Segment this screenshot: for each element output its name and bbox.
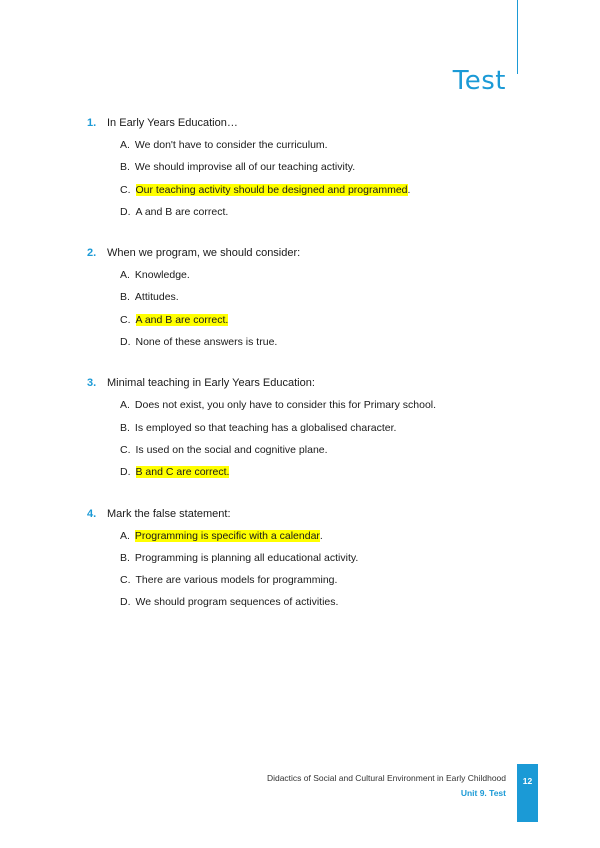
answer-option bbox=[120, 269, 527, 291]
option-text: Is used on the social and cognitive plane. bbox=[135, 443, 328, 456]
option-text: We should improvise all of our teaching activity. bbox=[134, 161, 356, 174]
option-letter: A. bbox=[120, 139, 130, 151]
option-letter: C. bbox=[120, 183, 131, 196]
footer-course-title: Didactics of Social and Cultural Environment in Early Childhood bbox=[266, 773, 506, 783]
question-header bbox=[87, 508, 527, 530]
option-text: None of these answers is true. bbox=[135, 336, 278, 349]
header-rule bbox=[517, 0, 518, 74]
question-header bbox=[87, 377, 527, 399]
option-letter: B. bbox=[120, 421, 130, 434]
option-text: There are various models for programming. bbox=[135, 574, 338, 587]
question-number: 4. bbox=[87, 507, 97, 520]
highlighted-answer: Programming is specific with a calendar bbox=[134, 529, 320, 542]
answer-option bbox=[120, 184, 527, 206]
question-4 bbox=[87, 508, 527, 619]
question-1 bbox=[87, 117, 527, 228]
answer-option bbox=[120, 422, 527, 444]
option-text: We should program sequences of activities. bbox=[135, 596, 339, 609]
page-number-badge bbox=[517, 764, 538, 822]
option-letter: B. bbox=[120, 291, 130, 304]
question-text: Mark the false statement: bbox=[107, 507, 231, 520]
footer-unit-label: Unit 9. Test bbox=[460, 788, 506, 798]
answer-option bbox=[120, 530, 527, 552]
option-letter: A. bbox=[120, 269, 130, 282]
answer-option bbox=[120, 336, 527, 358]
option-text: Is employed so that teaching has a globalised character. bbox=[134, 421, 397, 434]
option-letter: B. bbox=[120, 161, 130, 174]
option-text: A and B are correct. bbox=[135, 205, 229, 218]
option-text: Knowledge. bbox=[134, 269, 190, 282]
option-letter: D. bbox=[120, 466, 131, 479]
highlighted-answer: B and C are correct. bbox=[135, 466, 230, 479]
option-letter: B. bbox=[120, 551, 130, 564]
question-number: 2. bbox=[87, 247, 97, 260]
page-title: Test bbox=[452, 66, 506, 97]
answer-option bbox=[120, 161, 527, 183]
footer bbox=[267, 771, 506, 801]
question-3 bbox=[87, 377, 527, 488]
question-text: Minimal teaching in Early Years Education: bbox=[107, 377, 315, 390]
option-trailing-punctuation: . bbox=[319, 529, 323, 542]
question-number: 3. bbox=[87, 377, 97, 390]
option-letter: C. bbox=[120, 443, 131, 456]
answer-options bbox=[87, 269, 527, 358]
answer-options bbox=[87, 530, 527, 619]
option-letter: C. bbox=[120, 574, 131, 587]
option-trailing-punctuation: . bbox=[407, 183, 411, 196]
option-text: Attitudes. bbox=[134, 291, 179, 304]
answer-options bbox=[87, 139, 527, 228]
answer-option bbox=[120, 314, 527, 336]
question-header bbox=[87, 247, 527, 269]
answer-option bbox=[120, 466, 527, 488]
question-text: In Early Years Education… bbox=[107, 117, 238, 129]
option-letter: A. bbox=[120, 399, 130, 412]
question-text: When we program, we should consider: bbox=[107, 247, 301, 260]
option-text: Does not exist, you only have to consider this for Primary school. bbox=[134, 399, 437, 412]
option-letter: D. bbox=[120, 336, 131, 349]
answer-option bbox=[120, 574, 527, 596]
option-text: We don't have to consider the curriculum. bbox=[134, 139, 328, 151]
option-letter: A. bbox=[120, 529, 130, 542]
question-2 bbox=[87, 247, 527, 358]
option-letter: D. bbox=[120, 205, 131, 218]
answer-option bbox=[120, 552, 527, 574]
question-header bbox=[87, 117, 527, 139]
option-text: Programming is planning all educational activity. bbox=[134, 551, 359, 564]
answer-option bbox=[120, 206, 527, 228]
answer-option bbox=[120, 139, 527, 161]
answer-option bbox=[120, 596, 527, 618]
answer-option bbox=[120, 291, 527, 313]
answer-option bbox=[120, 399, 527, 421]
answer-option bbox=[120, 444, 527, 466]
question-list bbox=[87, 117, 527, 638]
highlighted-answer: Our teaching activity should be designed and programmed bbox=[135, 183, 408, 196]
question-number: 1. bbox=[87, 117, 97, 129]
option-letter: D. bbox=[120, 596, 131, 609]
page-number: 12 bbox=[522, 776, 533, 786]
answer-options bbox=[87, 399, 527, 488]
option-letter: C. bbox=[120, 313, 131, 326]
highlighted-answer: A and B are correct. bbox=[135, 313, 229, 326]
